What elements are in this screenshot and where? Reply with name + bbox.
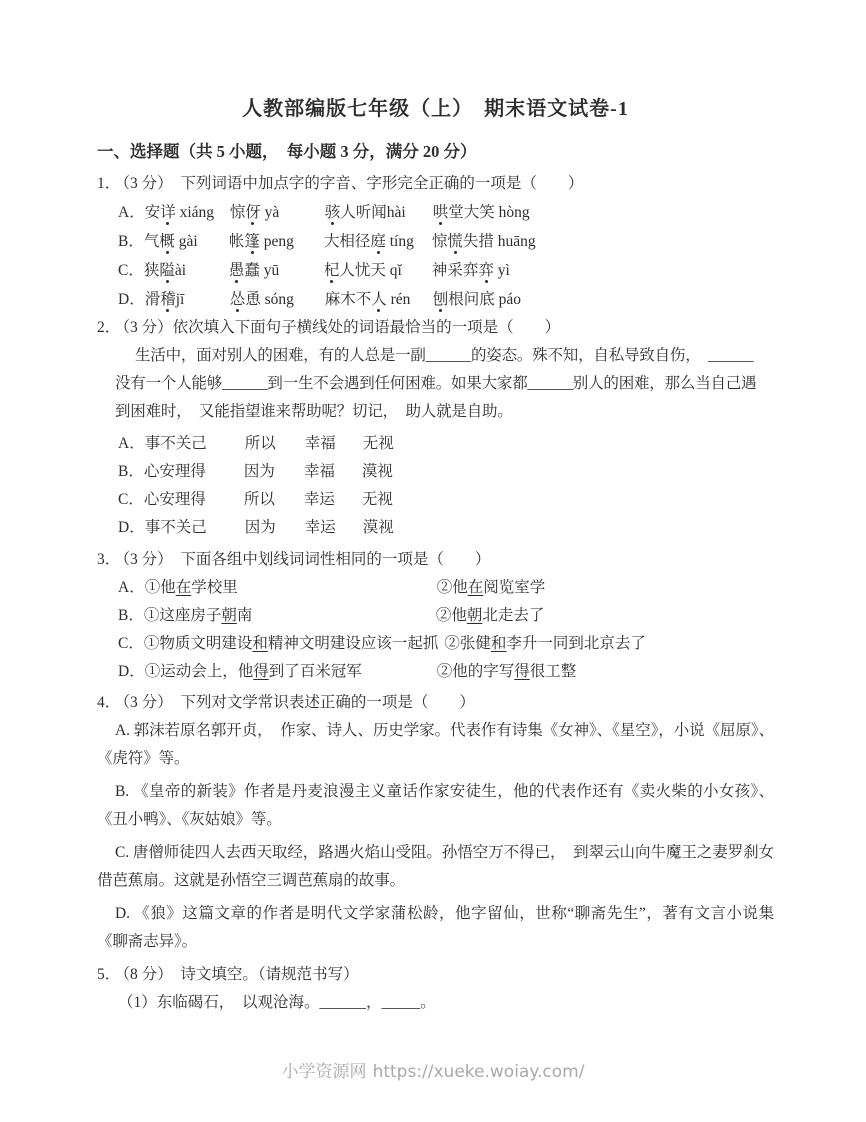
clause-2: ②他的字写得很工整 <box>436 663 577 680</box>
q3-option-c <box>97 630 774 658</box>
option-label: B． <box>118 233 144 250</box>
page-title: 人教部编版七年级（上） 期末语文试卷-1 <box>242 98 629 120</box>
option-label: C． <box>118 262 144 279</box>
passage-line: 到困难时， 又能指望谁来帮助呢？切记， 助人就是自助。 <box>115 403 513 420</box>
question-2 <box>97 314 774 542</box>
q3-options <box>97 574 774 686</box>
question-2-head <box>97 314 774 342</box>
question-4 <box>97 689 774 956</box>
q4-option-b: B. 《皇帝的新装》作者是丹麦浪漫主义童话作家安徒生，他的代表作还有《卖火柴的小女孩》、《丑小鸭》、《灰姑娘》等。 <box>97 783 774 828</box>
option-word: 因为 <box>244 519 276 536</box>
option-word: 心安理得 <box>143 463 206 480</box>
option-label: B． <box>118 607 144 624</box>
question-stem: 诗文填空。（请规范书写） <box>164 966 359 983</box>
q2-option-d <box>97 514 774 542</box>
word-pinyin-cell: 杞人忧天 qǐ <box>324 256 432 285</box>
option-word: 事不关己 <box>144 519 207 536</box>
section-heading: 一、选择题（共 5 小题， 每小题 3 分，满分 20 分） <box>97 142 477 161</box>
option-word: 幸福 <box>304 435 336 452</box>
question-stem: 下列对文学常识表述正确的一项是（ ） <box>164 694 475 711</box>
option-word: 幸福 <box>303 463 335 480</box>
question-5 <box>97 961 774 1017</box>
word-pinyin-cell: 滑稽jī <box>145 285 230 314</box>
question-number: 4． <box>97 694 121 711</box>
option-word: 漠视 <box>362 519 394 536</box>
q2-passage <box>115 342 774 426</box>
option-label: A． <box>118 435 145 452</box>
q4-option-c: C. 唐僧师徒四人去西天取经，路遇火焰山受阻。孙悟空万不得已， 到翠云山向牛魔王之妻罗刹女借芭蕉扇。这就是孙悟空三调芭蕉扇的故事。 <box>97 844 774 889</box>
word-pinyin-cell: 帐篷 peng <box>229 227 324 256</box>
word-pinyin-cell: 麻木不人 rén <box>325 285 433 314</box>
q2-option-b <box>97 458 774 486</box>
clause-1: ①这座房子朝南 <box>143 607 253 624</box>
option-word: 幸运 <box>304 519 336 536</box>
option-word: 无视 <box>362 435 394 452</box>
option-label: A． <box>118 204 145 221</box>
option-word: 无视 <box>361 491 393 508</box>
word-pinyin-cell: 狭隘ài <box>144 256 229 285</box>
q4-option-d: D. 《狼》这篇文章的作者是明代文学家蒲松龄，他字留仙，世称“聊斋先生”，著有文言小说集《聊斋志异》。 <box>97 905 774 950</box>
option-word: 所以 <box>244 435 276 452</box>
exam-content <box>97 94 774 1017</box>
word-pinyin-cell: 怂恿 sóng <box>230 285 325 314</box>
word-pinyin-cell: 愚蠢 yū <box>229 256 324 285</box>
option-word: 因为 <box>243 463 275 480</box>
q2-option-a <box>97 430 774 458</box>
question-3-head <box>97 546 774 574</box>
question-number: 2． <box>97 319 121 336</box>
question-score: （8 分） <box>122 966 165 983</box>
q5-sub-item-1: （1）东临碣石， 以观沧海。______，_____。 <box>118 994 436 1011</box>
word-pinyin-cell: 安详 xiáng <box>145 198 230 227</box>
question-stem: 依次填入下面句子横线处的词语最恰当的一项是（ ） <box>172 319 561 336</box>
question-score: （3 分） <box>122 694 165 711</box>
clause-2: ②他朝北走去了 <box>435 607 545 624</box>
option-word: 幸运 <box>303 491 335 508</box>
passage-line: 没有一个人能够______到一生不会遇到任何困难。如果大家都______别人的困难，那么当自己遇 <box>115 375 757 392</box>
clause-1: ①物质文明建设和精神文明建设应该一起抓 <box>143 635 439 652</box>
clause-1: ①他在学校里 <box>144 579 238 596</box>
q3-option-a <box>97 574 774 602</box>
question-number: 1． <box>97 175 121 192</box>
word-pinyin-cell: 大相径庭 tíng <box>324 227 432 256</box>
q3-option-b <box>97 602 774 630</box>
option-label: C． <box>118 635 144 652</box>
option-label: B． <box>118 463 144 480</box>
option-label: D． <box>118 519 145 536</box>
question-number: 5． <box>97 966 121 983</box>
word-pinyin-cell: 惊伢 yà <box>230 198 325 227</box>
footer-url[interactable]: https://xueke.woiay.com/ <box>372 1062 585 1082</box>
option-word: 事不关己 <box>144 435 207 452</box>
q1-option-c <box>97 256 774 285</box>
option-word: 心安理得 <box>143 491 206 508</box>
option-label: A． <box>118 579 145 596</box>
word-pinyin-cell: 哄堂大笑 hòng <box>433 198 774 227</box>
question-score: （3 分） <box>122 551 165 568</box>
q1-option-b <box>97 227 774 256</box>
q1-option-a <box>97 198 774 227</box>
question-score: （3 分） <box>122 319 173 336</box>
question-5-head <box>97 961 774 989</box>
word-pinyin-cell: 神采弈弈 yì <box>432 256 774 285</box>
question-3 <box>97 546 774 686</box>
option-label: C． <box>118 491 144 508</box>
q4-option-a: A. 郭沫若原名郭开贞， 作家、诗人、历史学家。代表作有诗集《女神》、《星空》，小说《屈原》、《虎符》等。 <box>97 722 774 767</box>
question-1-head <box>97 170 774 198</box>
question-4-head <box>97 689 774 717</box>
question-stem: 下列词语中加点字的字音、字形完全正确的一项是（ ） <box>164 175 584 192</box>
option-label: D． <box>118 663 145 680</box>
option-word: 所以 <box>243 491 275 508</box>
word-pinyin-cell: 气概 gài <box>144 227 229 256</box>
question-score: （3 分） <box>122 175 165 192</box>
q2-option-c <box>97 486 774 514</box>
footer-site-name: 小学资源网 <box>281 1062 367 1082</box>
option-word: 漠视 <box>361 463 393 480</box>
footer <box>0 1060 866 1084</box>
option-label: D． <box>118 291 145 308</box>
question-1 <box>97 170 774 314</box>
clause-1: ①运动会上，他得到了百米冠军 <box>144 663 362 680</box>
word-pinyin-cell: 骇人听闻hài <box>325 198 433 227</box>
question-stem: 下面各组中划线词词性相同的一项是（ ） <box>164 551 491 568</box>
clause-2: ②张健和李升一同到北京去了 <box>444 635 646 652</box>
q2-options <box>97 430 774 542</box>
q1-option-d <box>97 285 774 314</box>
clause-2: ②他在阅览室学 <box>436 579 546 596</box>
passage-line: 生活中，面对别人的困难，有的人总是一副______的姿态。殊不知，自私导致自伤， ______ <box>135 347 754 364</box>
word-pinyin-cell: 刨根问底 páo <box>433 285 774 314</box>
q3-option-d <box>97 658 774 686</box>
question-number: 3． <box>97 551 121 568</box>
word-pinyin-cell: 惊慌失措 huāng <box>432 227 774 256</box>
